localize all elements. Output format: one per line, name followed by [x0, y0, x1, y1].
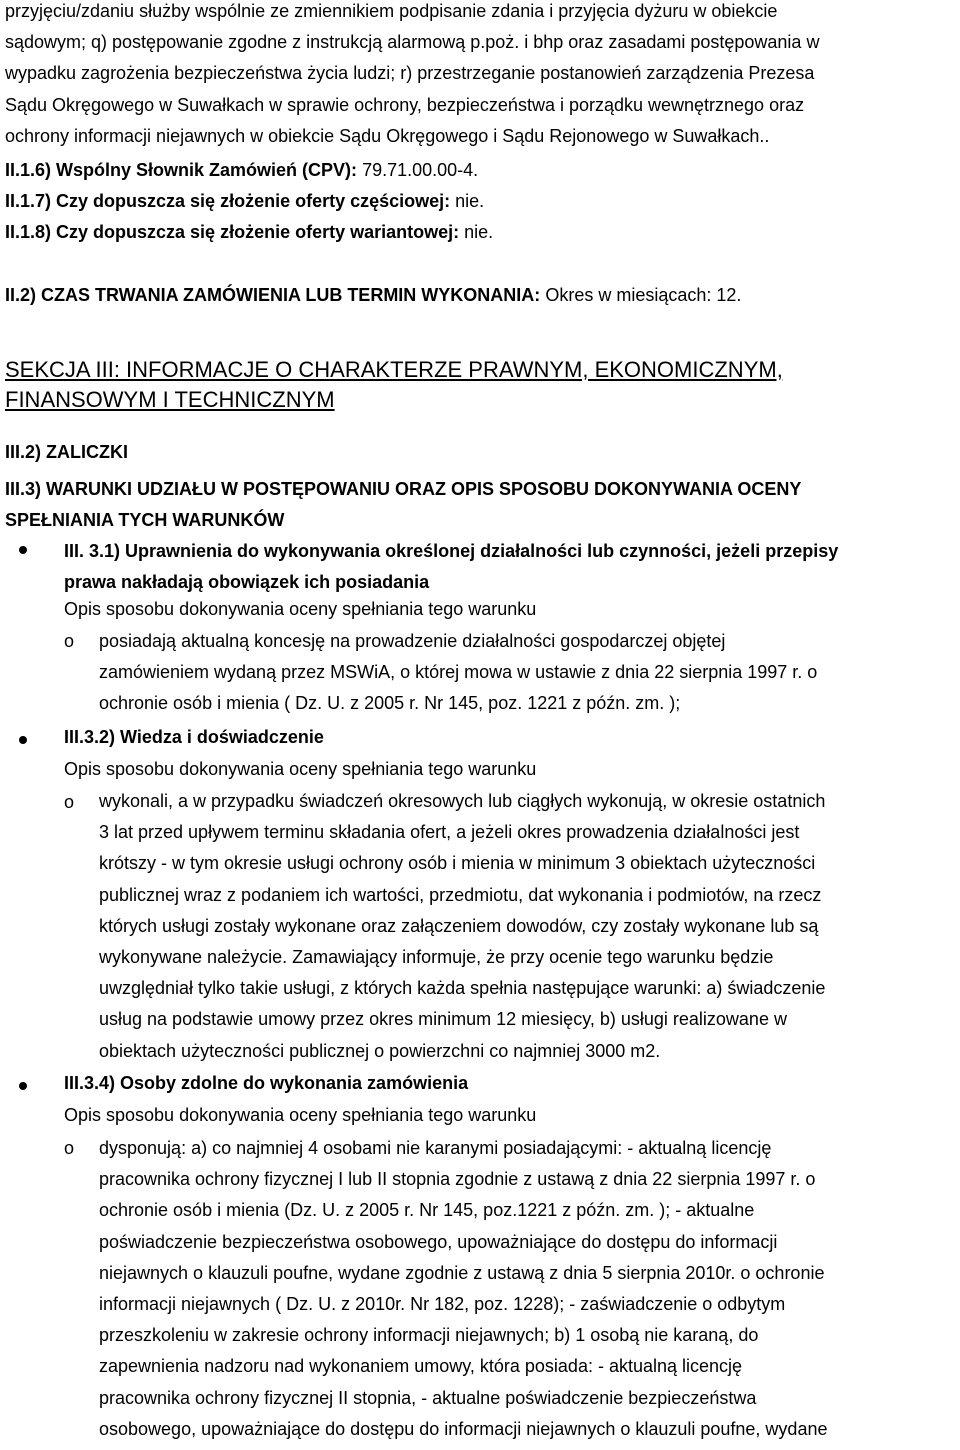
condition-3-1-text: posiadają aktualną koncesję na prowadzenie działalności gospodarczej objętej zamówieniem wydaną przez MSWiA, o której mowa w ustawie z dnia 22 sierpnia 1997 r. o ochronie osób i mienia ( Dz. U. z 2005 r. Nr 145, poz. 1221 z późn. zm. );	[99, 631, 818, 714]
partial-offer-label: II.1.7) Czy dopuszcza się złożenie oferty częściowej:	[5, 191, 451, 211]
intro-line: wypadku zagrożenia bezpieczeństwa życia ludzi; r) przestrzeganie postanowień zarządzenia Prezesa	[5, 63, 815, 84]
condition-3-1-title: III. 3.1) Uprawnienia do wykonywania określonej działalności lub czynności, jeżeli przepisy prawa nakładają obowiązek ich posiadania	[64, 541, 839, 592]
partial-offer-line	[5, 191, 484, 212]
partial-offer-value: nie.	[455, 191, 485, 211]
cpv-label: II.1.6) Wspólny Słownik Zamówień (CPV):	[5, 160, 358, 180]
condition-3-4-title: III.3.4) Osoby zdolne do wykonania zamówienia	[64, 1073, 469, 1093]
variant-offer-label: II.1.8) Czy dopuszcza się złożenie oferty wariantowej:	[5, 222, 460, 242]
advance-payments-heading: III.2) ZALICZKI	[5, 442, 128, 462]
intro-paragraph	[5, 0, 960, 152]
variant-offer-line	[5, 222, 493, 243]
condition-3-4-text: dysponują: a) co najmniej 4 osobami nie karanymi posiadającymi: - aktualną licencję pracownika ochrony fizycznej I lub II stopnia zgodnie z ustawą z dnia 22 sierpnia 1997 r. o ochronie osób i mienia (Dz. U. z 2005 r. Nr 145, poz.1221 z późn. zm. ); - aktualne poświadczenie bezpieczeństwa osobowego, upoważniające do dostępu do informacji niejawnych o klauzuli poufne, wydane zgodnie z ustawą z dnia 5 sierpnia 2010r. o ochronie informacji niejawnych ( Dz. U. z 2010r. Nr 182, poz. 1228); - zaświadczenie o odbytym przeszkoleniu w zakresie ochrony informacji niejawnych; b) 1 osobą nie karaną, do zapewnienia nadzoru nad wykonaniem umowy, która posiada: - aktualną licencję pracownika ochrony fizycznej II stopnia, - aktualne poświadczenie bezpieczeństwa osobowego, upoważniające do dostępu do informacji niejawnych o klauzuli poufne, wydane	[99, 1138, 828, 1439]
intro-line: sądowym; q) postępowanie zgodne z instrukcją alarmową p.poż. i bhp oraz zasadami postępowania w	[5, 32, 820, 53]
cpv-value: 79.71.00.00-4.	[362, 160, 479, 180]
intro-line: Sądu Okręgowego w Suwałkach w sprawie ochrony, bezpieczeństwa i porządku wewnętrznego oraz	[5, 94, 805, 115]
intro-line: ochrony informacji niejawnych w obiekcie Sądu Okręgowego i Sądu Rejonowego w Suwałkach..	[5, 125, 770, 146]
variant-offer-value: nie.	[464, 222, 494, 242]
condition-3-2-text: wykonali, a w przypadku świadczeń okresowych lub ciągłych wykonują, w okresie ostatnich 3 lat przed upływem terminu składania ofert, a jeżeli okres prowadzenia działalności jest krótszy - w tym okresie usługi ochrony osób i mienia w minimum 3 obiektach użyteczności publicznej wraz z podaniem ich wartości, przedmiotu, dat wykonania i podmiotów, na rzecz których usługi zostały wykonane oraz załączeniem dowodów, czy zostały wykonane lub są wykonywane należycie. Zamawiający informuje, że przy ocenie tego warunku będzie uwzględniał tylko takie usługi, z których każda spełnia następujące warunki: a) świadczenie usług na podstawie umowy przez okres minimum 12 miesięcy, b) usługi realizowane w obiektach użyteczności publicznej o powierzchni co najmniej 3000 m2.	[99, 791, 826, 1061]
bullet-icon	[19, 736, 27, 744]
participation-conditions-heading: III.3) WARUNKI UDZIAŁU W POSTĘPOWANIU ORAZ OPIS SPOSOBU DOKONYWANIA OCENY SPEŁNIANIA TYCH WARUNKÓW	[5, 479, 802, 530]
opis-label: Opis sposobu dokonywania oceny spełniania tego warunku	[64, 599, 537, 619]
condition-3-2-title: III.3.2) Wiedza i doświadczenie	[64, 727, 324, 747]
opis-label: Opis sposobu dokonywania oceny spełniania tego warunku	[64, 759, 537, 779]
cpv-code-line	[5, 160, 478, 181]
section-3-heading: SEKCJA III: INFORMACJE O CHARAKTERZE PRAWNYM, EKONOMICZNYM, FINANSOWYM I TECHNICZNYM	[5, 357, 783, 412]
bullet-icon	[19, 546, 27, 554]
list-marker: o	[64, 631, 75, 651]
opis-label: Opis sposobu dokonywania oceny spełniania tego warunku	[64, 1105, 537, 1125]
duration-value: Okres w miesiącach: 12.	[545, 285, 742, 305]
duration-line	[5, 285, 741, 306]
list-marker: o	[64, 792, 75, 812]
list-marker: o	[64, 1138, 75, 1158]
duration-label: II.2) CZAS TRWANIA ZAMÓWIENIA LUB TERMIN WYKONANIA:	[5, 285, 541, 305]
intro-line: przyjęciu/zdaniu służby wspólnie ze zmiennikiem podpisanie zdania i przyjęcia dyżuru w obiekcie	[5, 1, 778, 21]
bullet-icon	[19, 1082, 27, 1090]
